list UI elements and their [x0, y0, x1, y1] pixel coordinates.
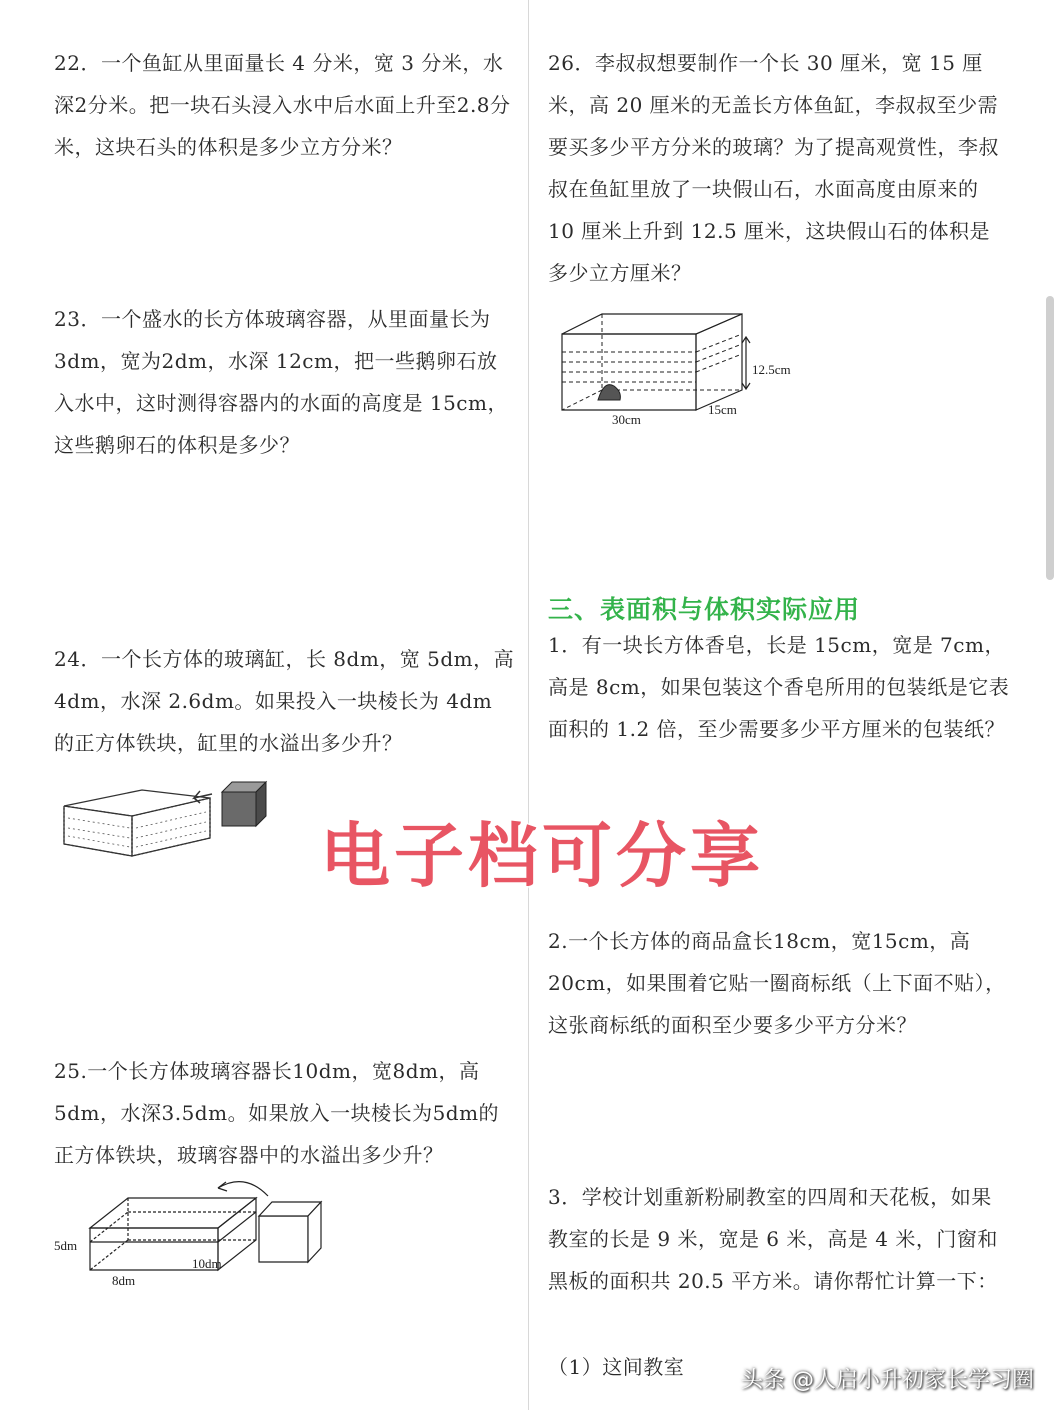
- fig26-width-label: 15cm: [708, 402, 737, 417]
- question-2: 2.一个长方体的商品盒长18cm，宽15cm，高20cm，如果围着它贴一圈商标纸（上下面不贴），这张商标纸的面积至少要多少平方分米？: [548, 929, 1006, 1037]
- fig25-width-label: 10dm: [192, 1256, 222, 1271]
- footer-source: 头条 @人启小升初家长学习圈: [741, 1368, 1034, 1393]
- column-divider: [528, 0, 529, 1410]
- problem-25: 25.一个长方体玻璃容器长10dm，宽8dm，高5dm，水深3.5dm。如果放入一块棱长为5dm的正方体铁块，玻璃容器中的水溢出多少升？: [54, 1059, 500, 1167]
- fish-tank-figure-26: [556, 308, 806, 428]
- tank-cube-figure-25: [50, 1172, 340, 1287]
- problem-24: 24．一个长方体的玻璃缸，长 8dm，宽 5dm，高4dm，水深 2.6dm。如果投入一块棱长为 4dm 的正方体铁块，缸里的水溢出多少升？: [54, 647, 515, 755]
- question-1: 1．有一块长方体香皂，长是 15cm，宽是 7cm，高是 8cm，如果包装这个香皂所用的包装纸是它表面积的 1.2 倍，至少需要多少平方厘米的包装纸？: [548, 633, 1010, 741]
- problem-22: 22．一个鱼缸从里面量长 4 分米，宽 3 分米，水深2分米。把一块石头浸入水中后水面上升至2.8分米，这块石头的体积是多少立方分米？: [54, 51, 511, 159]
- fig25-length-label: 8dm: [112, 1273, 136, 1288]
- scrollbar-thumb[interactable]: [1046, 296, 1054, 580]
- question-3-part-1: （1）这间教室: [548, 1355, 685, 1379]
- tank-cube-figure-24: [56, 776, 286, 866]
- problem-26: 26．李叔叔想要制作一个长 30 厘米，宽 15 厘米，高 20 厘米的无盖长方体鱼缸，李叔叔至少需要买多少平方分米的玻璃？为了提高观赏性，李叔叔在鱼缸里放了一块假山石，水面高度由原来的 10 厘米上升到 12.5 厘米，这块假山石的体积是多少立方厘米？: [548, 51, 999, 285]
- fig26-height-label: 12.5cm: [752, 362, 791, 377]
- section-title: 三、表面积与体积实际应用: [548, 595, 861, 624]
- question-3: 3．学校计划重新粉刷教室的四周和天花板，如果教室的长是 9 米，宽是 6 米，高是 4 米，门窗和黑板的面积共 20.5 平方米。请你帮忙计算一下：: [548, 1185, 998, 1293]
- watermark-text: 电子档可分享: [320, 815, 764, 897]
- problem-23: 23．一个盛水的长方体玻璃容器，从里面量长为3dm，宽为2dm，水深 12cm，把一些鹅卵石放入水中，这时测得容器内的水面的高度是 15cm，这些鹅卵石的体积是多少？: [54, 307, 508, 457]
- fig25-height-label: 5dm: [54, 1238, 78, 1253]
- fig26-length-label: 30cm: [612, 412, 641, 427]
